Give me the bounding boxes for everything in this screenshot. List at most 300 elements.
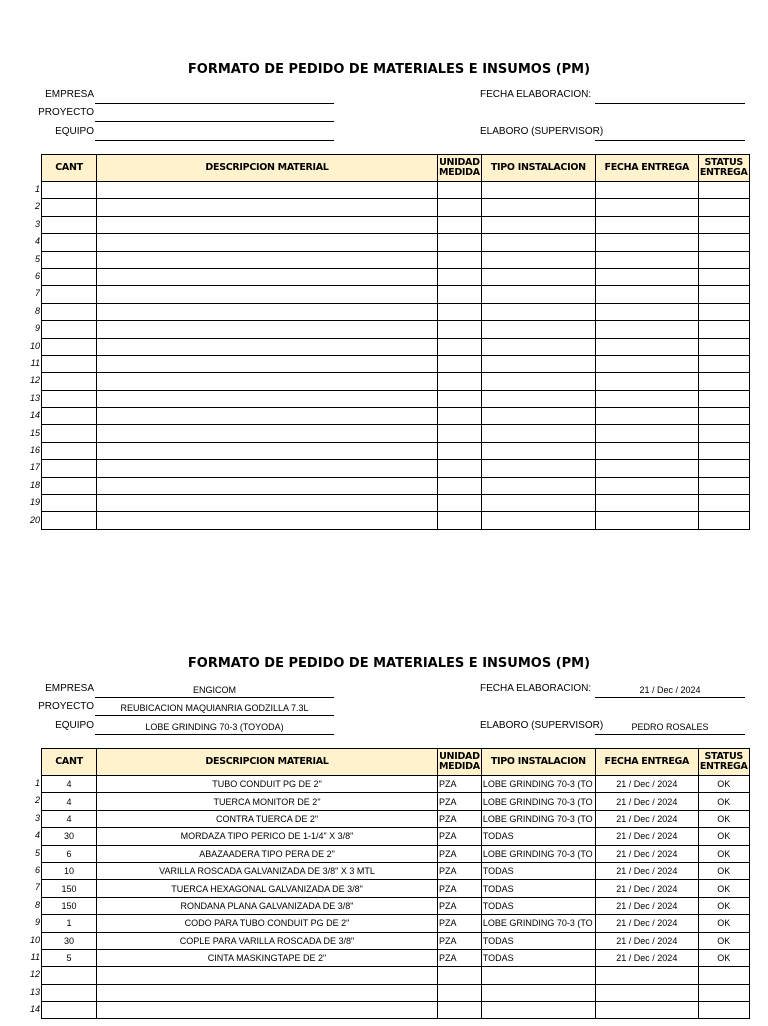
table-cell[interactable]: [42, 460, 97, 477]
table-cell[interactable]: [97, 234, 438, 251]
table-cell[interactable]: [698, 1002, 749, 1019]
table-cell[interactable]: TUERCA MONITOR DE 2": [97, 793, 438, 810]
table-cell[interactable]: [42, 390, 97, 407]
field-label-fecha-elaboracion: FECHA ELABORACION:: [480, 89, 592, 100]
table-cell[interactable]: [97, 321, 438, 338]
table-row: [42, 512, 750, 529]
table-cell[interactable]: [42, 495, 97, 512]
row-number: 19: [29, 497, 40, 508]
table-cell[interactable]: 21 / Dec / 2024: [595, 897, 698, 914]
table-cell[interactable]: [481, 268, 595, 285]
table-cell[interactable]: CODO PARA TUBO CONDUIT PG DE 2": [97, 915, 438, 932]
table-cell[interactable]: 1: [42, 915, 97, 932]
table-cell[interactable]: [595, 967, 698, 984]
table-cell[interactable]: [42, 303, 97, 320]
table-cell[interactable]: [97, 967, 438, 984]
row-number: 16: [29, 445, 40, 455]
table-cell[interactable]: [481, 234, 595, 251]
table-cell[interactable]: [97, 268, 438, 285]
table-cell[interactable]: 6: [42, 845, 97, 862]
table-cell[interactable]: ABAZAADERA TIPO PERA DE 2": [97, 845, 438, 862]
table-cell[interactable]: OK: [698, 897, 749, 914]
row-number: 4: [34, 830, 40, 841]
order-form: [0, 656, 768, 1026]
table-cell[interactable]: [438, 303, 482, 320]
row-number: 2: [34, 201, 40, 212]
table-cell[interactable]: [698, 512, 749, 529]
table-row: [42, 338, 750, 355]
field-underline: [95, 103, 334, 104]
table-row: [42, 355, 750, 372]
table-cell[interactable]: PZA: [438, 949, 482, 966]
table-cell[interactable]: [595, 216, 698, 233]
field-label-equipo: EQUIPO: [55, 126, 94, 137]
table-row: [42, 408, 750, 425]
table-header-row: [42, 749, 750, 776]
table-row: [42, 1002, 750, 1019]
table-cell[interactable]: PZA: [438, 862, 482, 879]
row-number: 4: [34, 236, 40, 247]
table-cell[interactable]: OK: [698, 949, 749, 966]
table-cell[interactable]: [698, 984, 749, 1001]
table-cell[interactable]: [595, 182, 698, 199]
table-cell[interactable]: [97, 251, 438, 268]
table-cell[interactable]: [438, 1002, 482, 1019]
table-cell[interactable]: [698, 460, 749, 477]
table-cell[interactable]: [438, 321, 482, 338]
field-label-equipo: EQUIPO: [55, 720, 94, 731]
field-value-equipo[interactable]: LOBE GRINDING 70-3 (TOYODA): [145, 722, 284, 732]
row-number: 15: [29, 427, 40, 438]
table-row: [42, 390, 750, 407]
table-cell[interactable]: [481, 199, 595, 216]
row-number: 7: [34, 288, 40, 299]
table-cell[interactable]: OK: [698, 776, 749, 793]
table-cell[interactable]: [698, 390, 749, 407]
table-cell[interactable]: PZA: [438, 793, 482, 810]
table-row: [42, 251, 750, 268]
field-underline: [595, 734, 745, 735]
table-cell[interactable]: OK: [698, 880, 749, 897]
table-cell[interactable]: [438, 268, 482, 285]
table-cell[interactable]: RONDANA PLANA GALVANIZADA DE 3/8": [97, 897, 438, 914]
table-cell[interactable]: [42, 199, 97, 216]
table-cell[interactable]: [595, 338, 698, 355]
table-cell[interactable]: [698, 268, 749, 285]
table-cell[interactable]: [42, 408, 97, 425]
table-cell[interactable]: [438, 460, 482, 477]
table-cell[interactable]: [595, 512, 698, 529]
table-cell[interactable]: [438, 234, 482, 251]
table-row: [42, 268, 750, 285]
table-cell[interactable]: 30: [42, 828, 97, 845]
table-cell[interactable]: 30: [42, 932, 97, 949]
table-cell[interactable]: [97, 477, 438, 494]
table-cell[interactable]: [481, 408, 595, 425]
table-cell[interactable]: [42, 268, 97, 285]
table-cell[interactable]: [698, 425, 749, 442]
table-cell[interactable]: 4: [42, 793, 97, 810]
row-number: 14: [29, 1004, 40, 1015]
table-cell[interactable]: CINTA MASKINGTAPE DE 2": [97, 949, 438, 966]
table-cell[interactable]: [698, 355, 749, 372]
table-cell[interactable]: 21 / Dec / 2024: [595, 810, 698, 827]
table-cell[interactable]: [438, 512, 482, 529]
table-row: [42, 897, 750, 914]
field-value-empresa[interactable]: ENGICOM: [192, 685, 236, 695]
table-cell[interactable]: 21 / Dec / 2024: [595, 845, 698, 862]
field-value-fecha-elaboracion[interactable]: 21 / Dec / 2024: [639, 685, 701, 695]
row-number: 17: [29, 462, 40, 473]
table-cell[interactable]: TODAS: [481, 880, 595, 897]
table-cell[interactable]: [698, 321, 749, 338]
table-cell[interactable]: CONTRA TUERCA DE 2": [97, 810, 438, 827]
row-number: 14: [29, 410, 40, 421]
table-cell[interactable]: [97, 390, 438, 407]
table-cell[interactable]: [595, 442, 698, 459]
table-cell[interactable]: [42, 182, 97, 199]
table-cell[interactable]: [595, 373, 698, 390]
table-row: [42, 477, 750, 494]
field-value-elaboro[interactable]: PEDRO ROSALES: [631, 722, 709, 732]
table-row: [42, 862, 750, 879]
table-cell[interactable]: [481, 425, 595, 442]
column-header: STATUS ENTREGA: [698, 155, 749, 182]
table-row: [42, 810, 750, 827]
table-cell[interactable]: [97, 182, 438, 199]
table-cell[interactable]: LOBE GRINDING 70-3 (TO: [481, 793, 595, 810]
table-cell[interactable]: [438, 984, 482, 1001]
table-cell[interactable]: [42, 234, 97, 251]
table-cell[interactable]: [595, 495, 698, 512]
table-cell[interactable]: [698, 199, 749, 216]
row-number: 11: [30, 358, 40, 368]
table-row: [42, 967, 750, 984]
table-cell[interactable]: [438, 967, 482, 984]
table-cell[interactable]: [698, 234, 749, 251]
table-cell[interactable]: OK: [698, 828, 749, 845]
column-header: TIPO INSTALACION: [481, 749, 595, 776]
column-header: CANT: [42, 155, 97, 182]
column-header: STATUS ENTREGA: [698, 749, 749, 776]
table-cell[interactable]: [42, 321, 97, 338]
table-cell[interactable]: [698, 495, 749, 512]
table-cell[interactable]: [595, 286, 698, 303]
table-cell[interactable]: [481, 460, 595, 477]
table-cell[interactable]: [481, 321, 595, 338]
row-number: 2: [34, 795, 40, 806]
table-cell[interactable]: [595, 268, 698, 285]
row-number: 9: [34, 917, 40, 928]
table-cell[interactable]: [481, 984, 595, 1001]
table-cell[interactable]: [438, 338, 482, 355]
table-cell[interactable]: [42, 967, 97, 984]
table-cell[interactable]: [42, 984, 97, 1001]
table-cell[interactable]: [438, 442, 482, 459]
row-number: 12: [29, 969, 40, 980]
table-cell[interactable]: 21 / Dec / 2024: [595, 949, 698, 966]
table-cell[interactable]: [698, 477, 749, 494]
table-cell[interactable]: [698, 251, 749, 268]
table-cell[interactable]: [42, 373, 97, 390]
table-cell[interactable]: [595, 234, 698, 251]
table-cell[interactable]: [595, 1002, 698, 1019]
table-cell[interactable]: [595, 408, 698, 425]
table-cell[interactable]: [595, 251, 698, 268]
table-cell[interactable]: [438, 408, 482, 425]
row-number: 1: [34, 778, 40, 788]
field-value-proyecto[interactable]: REUBICACION MAQUIANRIA GODZILLA 7.3L: [120, 703, 309, 713]
table-cell[interactable]: [438, 286, 482, 303]
table-cell[interactable]: [481, 967, 595, 984]
table-cell[interactable]: PZA: [438, 915, 482, 932]
table-cell[interactable]: [97, 286, 438, 303]
table-cell[interactable]: [595, 984, 698, 1001]
field-underline: [595, 103, 745, 104]
table-cell[interactable]: [438, 355, 482, 372]
table-cell[interactable]: LOBE GRINDING 70-3 (TO: [481, 810, 595, 827]
table-cell[interactable]: OK: [698, 862, 749, 879]
field-underline: [95, 140, 334, 141]
column-header: DESCRIPCION MATERIAL: [97, 155, 438, 182]
table-cell[interactable]: 21 / Dec / 2024: [595, 776, 698, 793]
table-cell[interactable]: [698, 216, 749, 233]
table-cell[interactable]: [481, 286, 595, 303]
table-cell[interactable]: PZA: [438, 828, 482, 845]
field-label-elaboro: ELABORO (SUPERVISOR): [480, 720, 604, 731]
table-cell[interactable]: PZA: [438, 897, 482, 914]
table-cell[interactable]: [97, 216, 438, 233]
table-cell[interactable]: [97, 408, 438, 425]
table-cell[interactable]: 10: [42, 862, 97, 879]
table-cell[interactable]: [595, 477, 698, 494]
table-cell[interactable]: 150: [42, 880, 97, 897]
table-row: [42, 495, 750, 512]
table-cell[interactable]: [42, 251, 97, 268]
table-cell[interactable]: TODAS: [481, 932, 595, 949]
table-cell[interactable]: [438, 216, 482, 233]
table-cell[interactable]: [438, 495, 482, 512]
form-title: FORMATO DE PEDIDO DE MATERIALES E INSUMOS (PM): [187, 656, 591, 671]
table-cell[interactable]: TODAS: [481, 862, 595, 879]
table-cell[interactable]: [97, 495, 438, 512]
table-cell[interactable]: 21 / Dec / 2024: [595, 915, 698, 932]
table-cell[interactable]: OK: [698, 932, 749, 949]
table-row: [42, 303, 750, 320]
table-cell[interactable]: [698, 182, 749, 199]
table-cell[interactable]: TUERCA HEXAGONAL GALVANIZADA DE 3/8": [97, 880, 438, 897]
field-label-empresa: EMPRESA: [45, 89, 94, 100]
table-row: [42, 373, 750, 390]
table-cell[interactable]: PZA: [438, 845, 482, 862]
table-cell[interactable]: [42, 425, 97, 442]
table-cell[interactable]: [97, 199, 438, 216]
table-cell[interactable]: [97, 512, 438, 529]
table-cell[interactable]: 4: [42, 776, 97, 793]
table-row: [42, 828, 750, 845]
field-label-empresa: EMPRESA: [45, 683, 94, 694]
table-cell[interactable]: [595, 425, 698, 442]
table-cell[interactable]: LOBE GRINDING 70-3 (TO: [481, 776, 595, 793]
table-cell[interactable]: OK: [698, 915, 749, 932]
column-header: FECHA ENTREGA: [595, 155, 698, 182]
row-number: 10: [29, 340, 40, 351]
table-cell[interactable]: [595, 390, 698, 407]
row-number: 5: [34, 847, 40, 858]
table-cell[interactable]: [42, 477, 97, 494]
table-cell[interactable]: [42, 1002, 97, 1019]
table-cell[interactable]: [698, 286, 749, 303]
table-row: [42, 199, 750, 216]
table-row: [42, 880, 750, 897]
table-row: [42, 915, 750, 932]
table-cell[interactable]: [481, 303, 595, 320]
field-underline: [95, 734, 334, 735]
table-cell[interactable]: [42, 338, 97, 355]
column-header: CANT: [42, 749, 97, 776]
table-cell[interactable]: MORDAZA TIPO PERICO DE 1-1/4" X 3/8": [97, 828, 438, 845]
table-cell[interactable]: [595, 199, 698, 216]
table-cell[interactable]: TUBO CONDUIT PG DE 2": [97, 776, 438, 793]
table-cell[interactable]: OK: [698, 845, 749, 862]
table-cell[interactable]: [438, 199, 482, 216]
table-cell[interactable]: PZA: [438, 880, 482, 897]
table-cell[interactable]: [481, 512, 595, 529]
table-cell[interactable]: COPLE PARA VARILLA ROSCADA DE 3/8": [97, 932, 438, 949]
row-number: 3: [34, 218, 40, 229]
table-row: [42, 425, 750, 442]
materials-table: [41, 748, 750, 1019]
table-cell[interactable]: [481, 442, 595, 459]
table-cell[interactable]: TODAS: [481, 828, 595, 845]
table-cell[interactable]: [698, 373, 749, 390]
table-cell[interactable]: [595, 321, 698, 338]
field-underline: [595, 697, 745, 698]
table-cell[interactable]: [438, 477, 482, 494]
row-number: 8: [34, 305, 40, 316]
row-number: 20: [29, 514, 40, 525]
table-cell[interactable]: [481, 1002, 595, 1019]
table-row: [42, 321, 750, 338]
order-form: [0, 62, 768, 542]
table-cell[interactable]: [481, 251, 595, 268]
table-row: [42, 776, 750, 793]
column-header: UNIDAD MEDIDA: [438, 749, 482, 776]
field-label-elaboro: ELABORO (SUPERVISOR): [480, 126, 604, 137]
table-row: [42, 460, 750, 477]
table-cell[interactable]: [481, 373, 595, 390]
table-cell[interactable]: [42, 286, 97, 303]
table-cell[interactable]: [481, 182, 595, 199]
table-cell[interactable]: [698, 967, 749, 984]
table-row: [42, 234, 750, 251]
table-cell[interactable]: 21 / Dec / 2024: [595, 862, 698, 879]
row-number: 5: [34, 253, 40, 264]
row-number: 7: [34, 882, 40, 893]
table-cell[interactable]: TODAS: [481, 897, 595, 914]
table-cell[interactable]: [438, 425, 482, 442]
table-cell[interactable]: [481, 216, 595, 233]
table-cell[interactable]: [438, 182, 482, 199]
table-cell[interactable]: [481, 477, 595, 494]
table-cell[interactable]: 21 / Dec / 2024: [595, 880, 698, 897]
table-cell[interactable]: 21 / Dec / 2024: [595, 793, 698, 810]
table-cell[interactable]: PZA: [438, 810, 482, 827]
table-cell[interactable]: [438, 390, 482, 407]
table-cell[interactable]: PZA: [438, 776, 482, 793]
table-cell[interactable]: [698, 303, 749, 320]
table-row: [42, 442, 750, 459]
table-cell[interactable]: [438, 251, 482, 268]
table-cell[interactable]: [42, 442, 97, 459]
table-cell[interactable]: [97, 355, 438, 372]
row-number: 18: [29, 479, 40, 490]
field-label-proyecto: PROYECTO: [38, 107, 94, 118]
table-cell[interactable]: [97, 425, 438, 442]
table-cell[interactable]: [595, 460, 698, 477]
table-cell[interactable]: [97, 460, 438, 477]
table-cell[interactable]: [97, 338, 438, 355]
row-number: 10: [29, 934, 40, 945]
table-cell[interactable]: [42, 512, 97, 529]
materials-table: [41, 154, 750, 530]
field-label-proyecto: PROYECTO: [38, 701, 94, 712]
table-cell[interactable]: [97, 442, 438, 459]
table-cell[interactable]: [481, 338, 595, 355]
row-number: 12: [29, 375, 40, 386]
table-cell[interactable]: [97, 373, 438, 390]
table-cell[interactable]: [438, 373, 482, 390]
table-cell[interactable]: [481, 495, 595, 512]
table-cell[interactable]: 150: [42, 897, 97, 914]
field-underline: [95, 697, 334, 698]
table-cell[interactable]: [698, 408, 749, 425]
row-number: 13: [29, 986, 40, 997]
field-underline: [95, 715, 334, 716]
table-cell[interactable]: VARILLA ROSCADA GALVANIZADA DE 3/8" X 3 MTL: [97, 862, 438, 879]
table-cell[interactable]: [481, 355, 595, 372]
table-cell[interactable]: OK: [698, 810, 749, 827]
table-cell[interactable]: [481, 390, 595, 407]
table-cell[interactable]: [698, 442, 749, 459]
row-number: 3: [34, 812, 40, 823]
table-cell[interactable]: [97, 1002, 438, 1019]
table-cell[interactable]: PZA: [438, 932, 482, 949]
column-header: DESCRIPCION MATERIAL: [97, 749, 438, 776]
table-row: [42, 793, 750, 810]
row-number: 6: [34, 865, 40, 875]
table-cell[interactable]: [42, 355, 97, 372]
table-cell[interactable]: 4: [42, 810, 97, 827]
table-cell[interactable]: LOBE GRINDING 70-3 (TO: [481, 845, 595, 862]
table-cell[interactable]: OK: [698, 793, 749, 810]
table-cell[interactable]: [42, 216, 97, 233]
table-cell[interactable]: 21 / Dec / 2024: [595, 932, 698, 949]
table-cell[interactable]: [698, 338, 749, 355]
table-cell[interactable]: 21 / Dec / 2024: [595, 828, 698, 845]
field-label-fecha-elaboracion: FECHA ELABORACION:: [480, 683, 592, 694]
table-cell[interactable]: [97, 303, 438, 320]
table-cell[interactable]: 5: [42, 949, 97, 966]
table-cell[interactable]: TODAS: [481, 949, 595, 966]
table-row: [42, 182, 750, 199]
table-cell[interactable]: [595, 355, 698, 372]
row-number: 8: [34, 899, 40, 910]
row-number: 6: [34, 271, 40, 281]
table-cell[interactable]: LOBE GRINDING 70-3 (TO: [481, 915, 595, 932]
table-cell[interactable]: [595, 303, 698, 320]
table-cell[interactable]: [97, 984, 438, 1001]
